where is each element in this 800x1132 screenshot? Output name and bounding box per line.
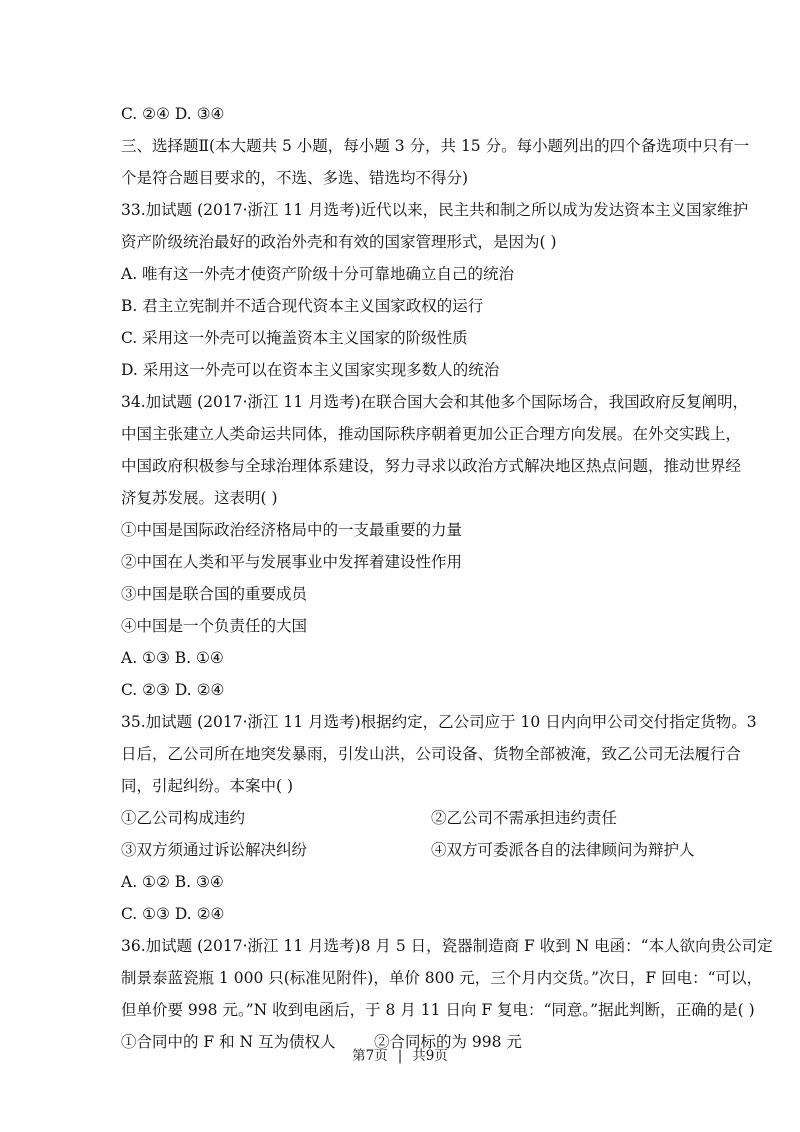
text-line: 日后，乙公司所在地突发暴雨，引发山洪，公司设备、货物全部被淹，致乙公司无法履行合	[121, 745, 742, 763]
text-line: 同，引起纠纷。本案中( )	[121, 777, 294, 795]
statement-right: ②合同标的为 998 元	[374, 1033, 522, 1051]
option-d: D. 采用这一外壳可以在资本主义国家实现多数人的统治	[121, 361, 500, 379]
answer-choices: C. ①③ D. ②④	[121, 905, 225, 923]
statement-right: ④双方可委派各自的法律顾问为辩护人	[431, 841, 695, 859]
text-line: 资产阶级统治最好的政治外壳和有效的国家管理形式，是因为( )	[121, 233, 557, 251]
question-35-stem: 35.加试题 (2017·浙江 11 月选考)根据约定，乙公司应于 10 日内向甲公司交付指定货物。3	[121, 713, 757, 731]
answer-choices: A. ①② B. ③④	[121, 873, 224, 891]
text-line: 但单价要 998 元。”N 收到电函后，于 8 月 11 日向 F 复电：“同意。”据此判断，正确的是( )	[121, 1001, 755, 1019]
statement-item: ①中国是国际政治经济格局中的一支最重要的力量	[121, 521, 463, 539]
option-b: B. 君主立宪制并不适合现代资本主义国家政权的运行	[121, 297, 484, 315]
section-heading: 三、选择题Ⅱ(本大题共 5 小题，每小题 3 分，共 15 分。每小题列出的四个备选项中只有一	[121, 137, 750, 155]
page-footer	[0, 1047, 800, 1065]
footer-separator: |	[397, 1048, 403, 1064]
statement-right: ②乙公司不需承担违约责任	[431, 809, 618, 827]
text-line: 济复苏发展。这表明( )	[121, 489, 278, 507]
statement-item: ④中国是一个负责任的大国	[121, 617, 308, 635]
question-33-stem: 33.加试题 (2017·浙江 11 月选考)近代以来，民主共和制之所以成为发达资本主义国家维护	[121, 201, 749, 219]
answer-choices: A. ①③ B. ①④	[121, 649, 224, 667]
option-a: A. 唯有这一外壳才使资产阶级十分可靠地确立自己的统治	[121, 265, 515, 283]
text-line: 制景泰蓝瓷瓶 1 000 只(标准见附件)，单价 800 元，三个月内交货。”次日，F 回电：“可以，	[121, 969, 763, 987]
question-36-stem: 36.加试题 (2017·浙江 11 月选考)8 月 5 日，瓷器制造商 F 收到 N 电函：“本人欲向贵公司定	[121, 937, 773, 955]
answer-choices: C. ②③ D. ②④	[121, 681, 225, 699]
page-number: 第7页	[352, 1048, 388, 1064]
statement-item: ②中国在人类和平与发展事业中发挥着建设性作用	[121, 553, 463, 571]
statement-item: ③中国是联合国的重要成员	[121, 585, 308, 603]
option-c: C. 采用这一外壳可以掩盖资本主义国家的阶级性质	[121, 329, 468, 347]
text-line: 中国主张建立人类命运共同体，推动国际秩序朝着更加公正合理方向发展。在外交实践上，	[121, 425, 742, 443]
statement-pair	[121, 808, 618, 828]
text-line: C. ②④ D. ③④	[121, 105, 225, 123]
statement-left: ①乙公司构成违约	[121, 809, 246, 827]
statement-pair	[121, 840, 695, 860]
text-line: 中国政府积极参与全球治理体系建设，努力寻求以政治方式解决地区热点问题，推动世界经	[121, 457, 742, 475]
statement-left: ③双方须通过诉讼解决纠纷	[121, 841, 308, 859]
statement-left: ①合同中的 F 和 N 互为债权人	[121, 1033, 336, 1051]
page-total: 共9页	[412, 1048, 448, 1064]
text-line: 个是符合题目要求的，不选、多选、错选均不得分)	[121, 169, 469, 187]
question-34-stem: 34.加试题 (2017·浙江 11 月选考)在联合国大会和其他多个国际场合，我国政府反复阐明，	[121, 393, 749, 411]
